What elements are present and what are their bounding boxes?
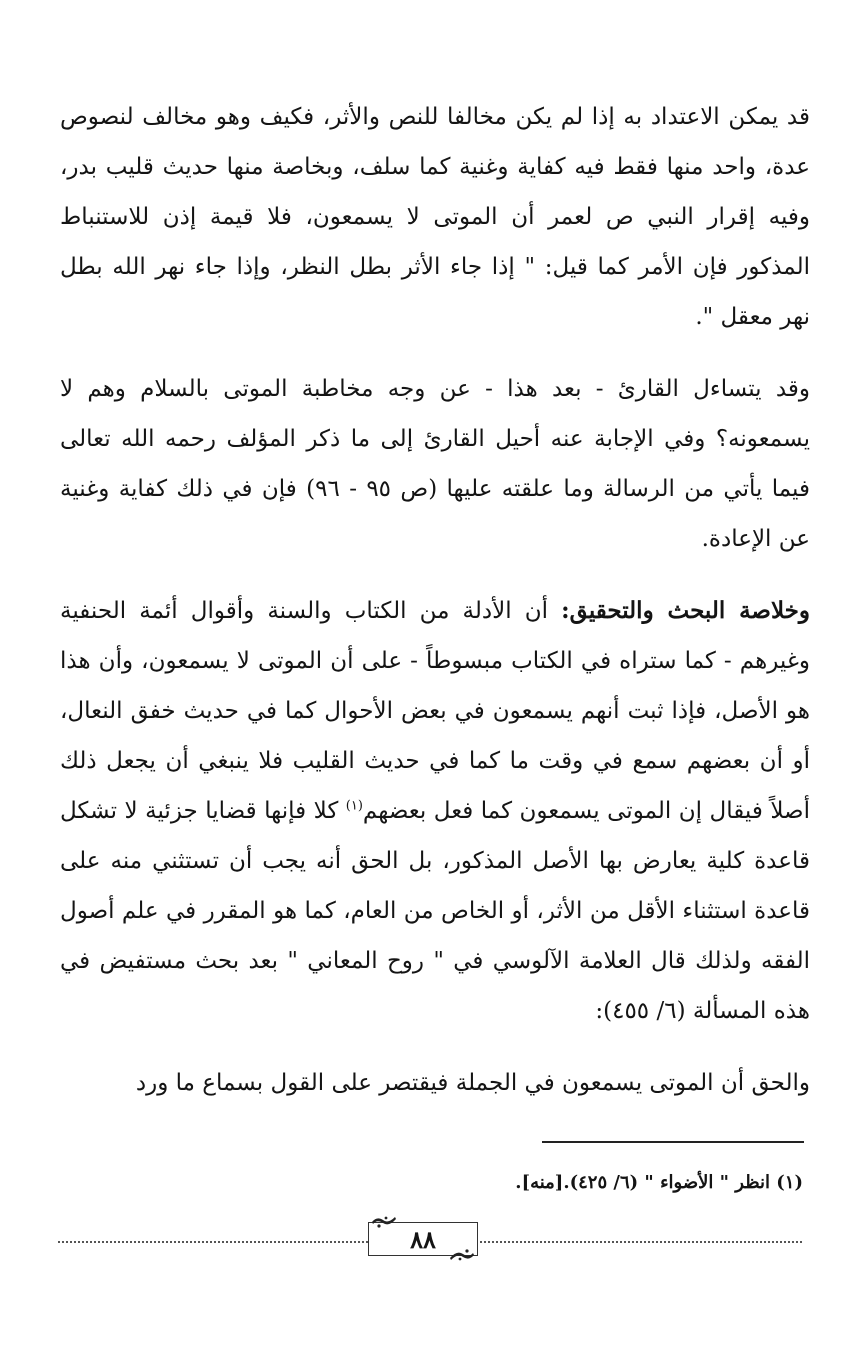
footnote-separator: [542, 1141, 804, 1143]
paragraph-lead: وخلاصة البحث والتحقيق:: [561, 597, 810, 624]
footer-dotted-rule: [480, 1241, 802, 1243]
page-number-frame: [368, 1222, 478, 1256]
ornament-icon: [449, 1248, 475, 1262]
paragraph: قد يمكن الاعتداد به إذا لم يكن مخالفا للنص والأثر، فكيف وهو مخالف لنصوص عدة، واحد منها فقط فيه كفاية وغنية كما سلف، وبخاصة منها حديث قليب بدر، وفيه إقرار النبي ص لعمر أن الموتى لا يسمعون، فلا قيمة إذن للاستنباط المذكور فإن الأمر كما قيل: " إذا جاء الأثر بطل النظر، وإذا جاء نهر الله بطل نهر معقل ".: [60, 104, 811, 330]
paragraph-text: كلا فإنها قضايا جزئية لا تشكل قاعدة كلية يعارض بها الأصل المذكور، بل الحق أنه يجب أن تستثني منه على قاعدة استثناء الأقل من الأثر، أو الخاص من العام، كما هو المقرر في علم أصول الفقه ولذلك قال العلامة الآلوسي في " روح المعاني " بعد بحث مستفيض في هذه المسألة (٦/ ٤٥٥):: [60, 798, 810, 1024]
footnote: (١) انظر " الأضواء " (٦/ ٤٢٥).[منه].: [515, 1172, 803, 1193]
page-body: [60, 92, 810, 1108]
footnote-reference[interactable]: (١): [345, 798, 363, 814]
paragraph: وقد يتساءل القارئ - بعد هذا - عن وجه مخاطبة الموتى بالسلام وهم لا يسمعونه؟ وفي الإجابة عنه أحيل القارئ إلى ما ذكر المؤلف رحمه الله تعالى فيما يأتي من الرسالة وما علقته عليها (ص ٩٥ - ٩٦) فإن في ذلك كفاية وغنية عن الإعادة.: [60, 376, 810, 552]
paragraph: والحق أن الموتى يسمعون في الجملة فيقتصر على القول بسماع ما ورد: [135, 1070, 810, 1096]
footer-dotted-rule: [58, 1241, 368, 1243]
paragraph-text: أن الأدلة من الكتاب والسنة وأقوال أئمة الحنفية وغيرهم - كما ستراه في الكتاب مبسوطاً - على أن الموتى لا يسمعون، وأن هذا هو الأصل، فإذا ثبت أنهم يسمعون في بعض الأحوال كما في حديث خفق النعال، أو أن بعضهم سمع في وقت ما كما في حديث القليب فلا ينبغي أن يجعل ذلك أصلاً فيقال إن الموتى يسمعون كما فعل بعضهم: [60, 598, 810, 824]
page-number: ٨٨: [410, 1225, 436, 1254]
paragraph: [60, 586, 810, 1036]
